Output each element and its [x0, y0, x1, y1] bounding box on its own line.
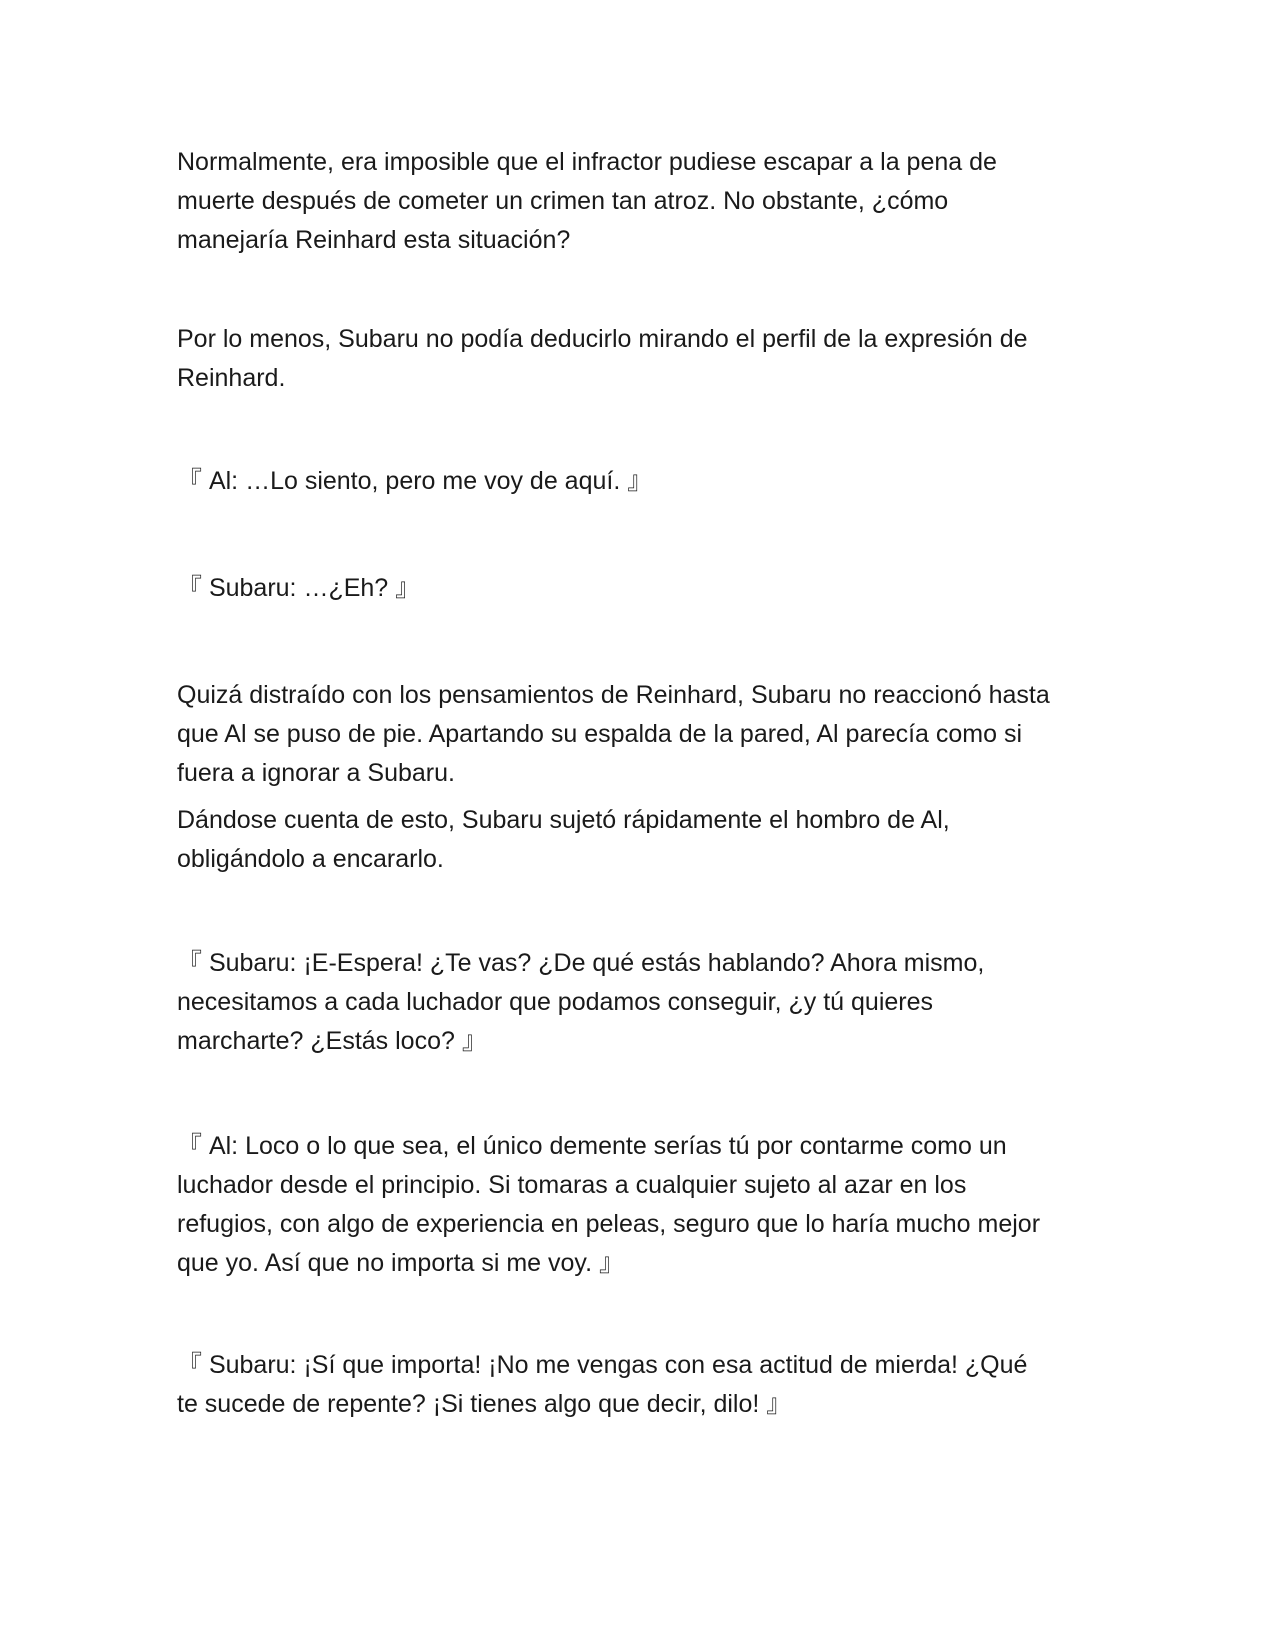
- dialogue-line: 『 Subaru: ¡E-Espera! ¿Te vas? ¿De qué estás hablando? Ahora mismo, necesitamos a cada luchador que podamos conseguir, ¿y tú quieres marcharte? ¿Estás loco? 』: [177, 949, 985, 1055]
- dialogue-line: 『 Subaru: ¡Sí que importa! ¡No me vengas con esa actitud de mierda! ¿Qué te sucede de repente? ¡Si tienes algo que decir, dilo! 』: [177, 1351, 1028, 1418]
- narration-paragraph: Normalmente, era imposible que el infractor pudiese escapar a la pena de muerte después de cometer un crimen tan atroz. No obstante, ¿cómo manejaría Reinhard esta situación?: [177, 148, 997, 254]
- narration-paragraph: Dándose cuenta de esto, Subaru sujetó rápidamente el hombro de Al, obligándolo a encararlo.: [177, 806, 950, 873]
- narration-paragraph: Quizá distraído con los pensamientos de Reinhard, Subaru no reaccionó hasta que Al se puso de pie. Apartando su espalda de la pared, Al parecía como si fuera a ignorar a Subaru.: [177, 681, 1050, 787]
- dialogue-line: 『 Al: …Lo siento, pero me voy de aquí. 』: [177, 467, 653, 495]
- narration-paragraph: Por lo menos, Subaru no podía deducirlo mirando el perfil de la expresión de Reinhard.: [177, 325, 1028, 392]
- dialogue-line: 『 Al: Loco o lo que sea, el único demente serías tú por contarme como un luchador desde el principio. Si tomaras a cualquier sujeto al azar en los refugios, con algo de experiencia en peleas, seguro que lo haría mucho mejor que yo. Así que no importa si me voy. 』: [177, 1132, 1041, 1277]
- dialogue-line: 『 Subaru: …¿Eh? 』: [177, 574, 421, 602]
